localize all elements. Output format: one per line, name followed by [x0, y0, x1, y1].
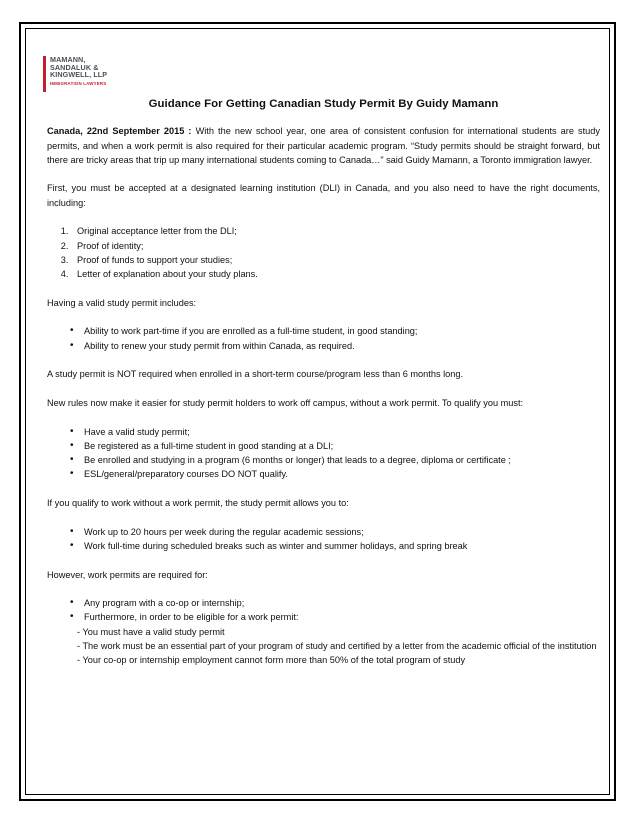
list-item: • Work up to 20 hours per week during the regular academic sessions; — [71, 525, 600, 539]
valid-permit-list — [47, 324, 600, 353]
list-item: • Any program with a co-op or internship; — [71, 596, 600, 610]
list-item: • Ability to work part-time if you are enrolled as a full-time student, in good standing; — [71, 324, 600, 338]
list-item: • Have a valid study permit; — [71, 425, 600, 439]
list-item: 4. Letter of explanation about your study plans. — [71, 267, 600, 281]
intro-text: With the new school year, one area of consistent confusion for international students are study permits, and when a work permit is also required for their particular academic program. “Study permits should be straight forward, but there are tricky areas that trip up many international students coming to Canada…” said Guidy Mamann, a Toronto immigration lawyer. — [47, 126, 600, 165]
list-item: • Ability to renew your study permit from within Canada, as required. — [71, 339, 600, 353]
logo-line: KINGWELL, LLP — [50, 70, 108, 80]
sub-item: - Your co-op or internship employment cannot form more than 50% of the total program of study — [77, 655, 466, 666]
list-item: • Be registered as a full-time student in good standing at a DLI; — [71, 439, 600, 453]
sub-item: - You must have a valid study permit — [77, 626, 225, 637]
list-item: 2. Proof of identity; — [71, 239, 600, 253]
allows-list — [47, 525, 600, 554]
eligibility-sublist — [47, 625, 600, 668]
however-paragraph: However, work permits are required for: — [47, 569, 208, 580]
qualify-list — [47, 425, 600, 482]
logo-tagline: IMMIGRATION LAWYERS — [50, 81, 107, 86]
firm-logo — [43, 56, 123, 92]
new-rules-paragraph: New rules now make it easier for study permit holders to work off campus, without a work permit. To qualify you must: — [47, 397, 524, 408]
document-title: Guidance For Getting Canadian Study Permit By Guidy Mamann — [148, 98, 499, 110]
first-paragraph: First, you must be accepted at a designated learning institution (DLI) in Canada, and you also need to have the right documents, including: — [47, 183, 600, 208]
logo-accent-bar — [43, 56, 46, 92]
list-item: 1. Original acceptance letter from the DLI; — [71, 224, 600, 238]
list-item — [71, 610, 600, 624]
documents-list — [47, 224, 600, 281]
list-item: • ESL/general/preparatory courses DO NOT qualify. — [71, 467, 600, 481]
not-required-paragraph: A study permit is NOT required when enrolled in a short-term course/program less than 6 months long. — [47, 369, 464, 380]
list-item: • Work full-time during scheduled breaks such as winter and summer holidays, and spring break — [71, 539, 600, 553]
logo-line: SANDALUK & — [50, 62, 99, 72]
valid-permit-paragraph: Having a valid study permit includes: — [47, 297, 197, 308]
logo-firm-name — [50, 56, 107, 79]
intro-paragraph — [47, 124, 600, 167]
list-item: • Be enrolled and studying in a program (6 months or longer) that leads to a degree, diploma or certificate ; — [71, 453, 600, 467]
required-list — [47, 596, 600, 625]
sub-item: - The work must be an essential part of your program of study and certified by a letter from the academic official of the institution — [77, 640, 597, 651]
document-body — [47, 95, 600, 668]
list-item: 3. Proof of funds to support your studies; — [71, 253, 600, 267]
dateline: Canada, 22nd September 2015 : — [47, 126, 192, 137]
logo-line: MAMANN, — [50, 55, 86, 64]
list-item-text: Furthermore, in order to be eligible for a work permit: — [84, 612, 299, 623]
if-qualify-paragraph: If you qualify to work without a work permit, the study permit allows you to: — [47, 498, 349, 509]
